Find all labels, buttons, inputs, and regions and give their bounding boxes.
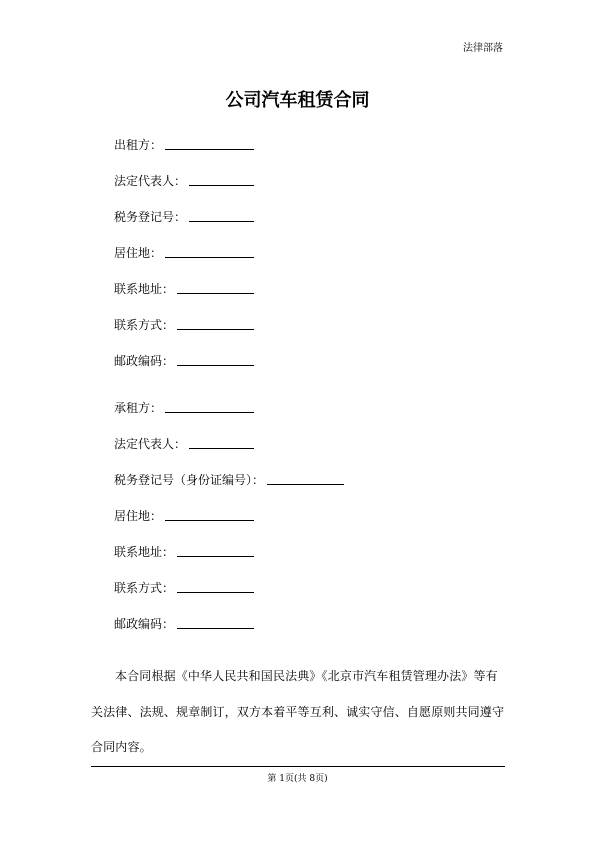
field-label: 联系地址： xyxy=(114,282,175,296)
lessee-tax-id-field xyxy=(114,473,344,487)
lessor-address-field xyxy=(114,282,254,296)
blank-line xyxy=(165,520,254,521)
lessee-name-field xyxy=(114,401,254,415)
lessor-contact-field xyxy=(114,318,254,332)
blank-line xyxy=(267,484,344,485)
field-label: 联系地址： xyxy=(114,545,175,559)
field-label: 联系方式： xyxy=(114,581,175,595)
blank-line xyxy=(177,365,254,366)
field-label: 税务登记号（身份证编号）： xyxy=(114,473,265,487)
field-label: 邮政编码： xyxy=(114,354,175,368)
field-label: 出租方： xyxy=(114,138,163,152)
field-label: 联系方式： xyxy=(114,318,175,332)
blank-line xyxy=(189,185,254,186)
page-number: 第 1页(共 8页) xyxy=(267,774,328,784)
blank-line xyxy=(177,592,254,593)
blank-line xyxy=(165,149,254,150)
field-label: 税务登记号： xyxy=(114,210,187,224)
blank-line xyxy=(177,329,254,330)
document-title: 公司汽车租赁合同 xyxy=(225,90,370,111)
footer-divider xyxy=(91,766,505,767)
field-label: 居住地： xyxy=(114,509,163,523)
lessee-postcode-field xyxy=(114,617,254,631)
field-label: 法定代表人： xyxy=(114,437,187,451)
lessor-name-field xyxy=(114,138,254,152)
field-label: 法定代表人： xyxy=(114,174,187,188)
blank-line xyxy=(177,293,254,294)
intro-paragraph: 本合同根据《中华人民共和国民法典》《北京市汽车租赁管理办法》等有关法律、法规、规章制订，双方本着平等互利、诚实守信、自愿原则共同遵守合同内容。 xyxy=(91,669,505,754)
lessor-residence-field xyxy=(114,246,254,260)
lessee-address-field xyxy=(114,545,254,559)
blank-line xyxy=(165,257,254,258)
lessee-residence-field xyxy=(114,509,254,523)
lessee-legal-representative-field xyxy=(114,437,254,451)
field-label: 邮政编码： xyxy=(114,617,175,631)
field-label: 居住地： xyxy=(114,246,163,260)
header-brand: 法律部落 xyxy=(463,43,503,54)
lessor-postcode-field xyxy=(114,354,254,368)
blank-line xyxy=(165,412,254,413)
blank-line xyxy=(177,556,254,557)
lessor-tax-id-field xyxy=(114,210,254,224)
field-label: 承租方： xyxy=(114,401,163,415)
lessee-contact-field xyxy=(114,581,254,595)
lessor-legal-representative-field xyxy=(114,174,254,188)
blank-line xyxy=(189,221,254,222)
blank-line xyxy=(189,448,254,449)
blank-line xyxy=(177,628,254,629)
